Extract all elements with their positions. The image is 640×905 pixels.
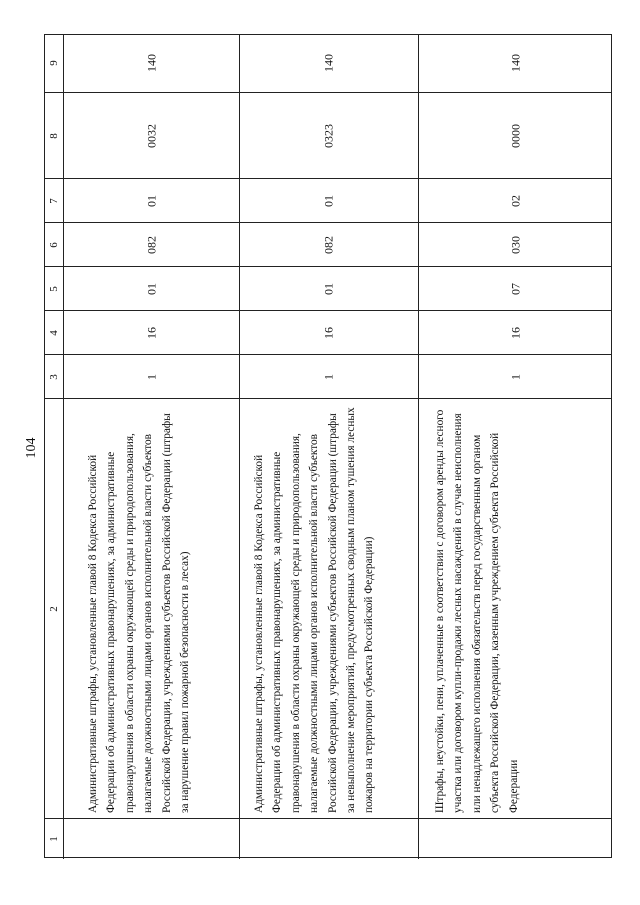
document-table (44, 34, 612, 858)
r3c6 (418, 223, 612, 267)
band-6 (44, 222, 612, 267)
row3-c3: 1 (508, 374, 522, 380)
r1c9 (63, 34, 239, 92)
h1 (44, 819, 63, 859)
r2c7 (239, 179, 418, 223)
r3-desc-cell (418, 399, 612, 819)
header-9: 9 (47, 60, 60, 66)
r2c1 (239, 819, 418, 859)
row3-c7: 02 (508, 195, 522, 207)
row3-c4: 16 (508, 327, 522, 339)
r1c4 (63, 311, 239, 355)
band-1 (44, 818, 612, 859)
header-1: 1 (47, 836, 60, 842)
row2-c7: 01 (321, 195, 336, 207)
r2c4 (239, 311, 418, 355)
row3-description: Штрафы, неустойки, пени, уплаченные в соответствии с договором аренды лесного участка или договором купли-продажи лесных насаждений в случае неисполнения или ненадлежащего исполнения обязательств перед государственным органом субъекта Российской Федерации, казенным учреждением субъекта Российской Федерации (434, 409, 520, 813)
r2c3 (239, 355, 418, 399)
header-4: 4 (47, 330, 60, 336)
row1-c7: 01 (144, 195, 158, 207)
r2c9 (239, 34, 418, 92)
r2c5 (239, 267, 418, 311)
row2-c8: 0323 (321, 124, 336, 148)
r1c5 (63, 267, 239, 311)
row1-c5: 01 (144, 283, 158, 295)
r1c3 (63, 355, 239, 399)
r3c5 (418, 267, 612, 311)
h7 (44, 179, 63, 223)
r1c6 (63, 223, 239, 267)
r1c7 (63, 179, 239, 223)
row1-c9: 140 (144, 54, 158, 72)
row2-c5: 01 (321, 283, 336, 295)
r3c9 (418, 34, 612, 92)
band-4 (44, 310, 612, 355)
header-5: 5 (47, 286, 60, 292)
row2-c3: 1 (321, 374, 336, 380)
band-5 (44, 266, 612, 311)
band-8 (44, 92, 612, 179)
header-8: 8 (47, 133, 60, 139)
r1-desc-cell (63, 399, 239, 819)
row3-c8: 0000 (508, 124, 522, 148)
h4 (44, 311, 63, 355)
row3-c5: 07 (508, 283, 522, 295)
r3c4 (418, 311, 612, 355)
header-6: 6 (47, 242, 60, 248)
h9 (44, 34, 63, 92)
row3-c6: 030 (508, 236, 522, 254)
h5 (44, 267, 63, 311)
header-2: 2 (47, 606, 60, 612)
header-7: 7 (47, 198, 60, 204)
h6 (44, 223, 63, 267)
r3c8 (418, 93, 612, 179)
h2 (44, 399, 63, 819)
row2-c9: 140 (321, 54, 336, 72)
r3c7 (418, 179, 612, 223)
row2-description: Административные штрафы, установленные главой 8 Кодекса Российской Федерации об административных правонарушениях, за административные правонарушения в области охраны окружающей среды и природопользования, налагаемые должностными лицами органов исполнительной власти субъектов Российской Федерации, учреждениями субъектов Российской Федерации (штрафы за невыполнение мероприятий, предусмотренных сводным планом тушения лесных пожаров на территории субъекта Российской Федерации) (253, 407, 376, 813)
r3c1 (418, 819, 612, 859)
row3-c9: 140 (508, 54, 522, 72)
band-3 (44, 354, 612, 399)
r1c8 (63, 93, 239, 179)
h8 (44, 93, 63, 179)
band-7 (44, 178, 612, 223)
row2-c6: 082 (321, 236, 336, 254)
page-number: 104 (24, 437, 39, 459)
r3c3 (418, 355, 612, 399)
header-3: 3 (47, 374, 60, 380)
band-9 (44, 34, 612, 92)
r2c8 (239, 93, 418, 179)
row1-c4: 16 (144, 327, 158, 339)
r2c6 (239, 223, 418, 267)
r2-desc-cell (239, 399, 418, 819)
row1-c3: 1 (144, 374, 158, 380)
band-2 (44, 398, 612, 819)
row1-c6: 082 (144, 236, 158, 254)
row1-description: Административные штрафы, установленные главой 8 Кодекса Российской Федерации об административных правонарушениях, за административные правонарушения в области охраны окружающей среды и природопользования, налагаемые должностными лицами органов исполнительной власти субъектов Российской Федерации, учреждениями субъектов Российской Федерации (штрафы за нарушение правил пожарной безопасности в лесах) (87, 413, 192, 813)
row2-c4: 16 (321, 327, 336, 339)
r1c1 (63, 819, 239, 859)
h3 (44, 355, 63, 399)
row1-c8: 0032 (144, 124, 158, 148)
